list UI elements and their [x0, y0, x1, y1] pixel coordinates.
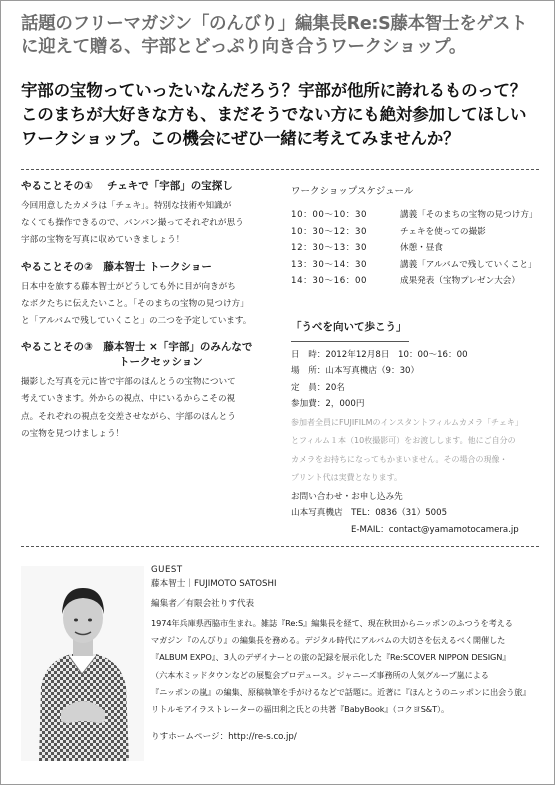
activity-body-line: 考えていきます。外からの視点、中にいるからこその視 [21, 394, 236, 405]
activity-body [21, 374, 276, 443]
activity-body-line: の宝物を見つけましょう！ [21, 428, 125, 439]
lead-line: このまちが大好きな方も、まだそうでない方にも絶対参加してほしい [21, 105, 527, 124]
header-line: に迎えて贈る、宇部とどっぷり向き合うワークショップ。 [21, 37, 467, 57]
guest-name: 藤本智士｜FUJIMOTO SATOSHI [151, 579, 277, 589]
activity-title: やることその② 藤本智士 トークショー [21, 260, 212, 273]
contact-email: E-MAIL：contact@yamamotocamera.jp [351, 524, 519, 535]
dashed-divider [21, 169, 539, 170]
guest-role: 編集者／有限会社りす代表 [151, 599, 255, 609]
event-capacity: 定 員：20名 [291, 382, 345, 393]
activity-body-line: 日本中を旅する藤本智士がどうしても外に目が向きがち [21, 281, 236, 292]
bio-line: マガジン『のんびり』の編集長を務める。デジタル時代にアルバムの大切さを伝えるべく開催した [151, 635, 506, 646]
homepage-link[interactable]: りすホームページ：http://re-s.co.jp/ [151, 732, 297, 743]
schedule-row [291, 257, 541, 274]
activity-body-line: 宇部の宝物を写真に収めていきましょう！ [21, 235, 185, 246]
info-column [291, 185, 541, 538]
schedule-time: 10：00〜10：30 [291, 210, 368, 220]
contact-label: お問い合わせ・お申し込み先 [291, 491, 403, 502]
schedule-row [291, 207, 541, 224]
schedule-title: ワークショップスケジュール [291, 186, 414, 197]
note-line: プリント代は実費となります。 [291, 473, 403, 482]
schedule-activity: 休憩・昼食 [400, 243, 443, 253]
lead-line: ワークショップ。この機会にぜひ一緒に考えてみませんか？ [21, 129, 460, 148]
schedule-row [291, 240, 541, 257]
activities-column [21, 179, 276, 453]
activity-body-line: 撮影した写真を元に皆で宇部のほんとうの宝物について [21, 377, 236, 388]
bio-line: リトルモアイラストレーターの福田利之氏との共著『BabyBook』（コクヨS&T）。 [151, 704, 450, 715]
event-date: 日 時：2012年12月8日 10：00〜16：00 [291, 349, 468, 360]
event-venue: 場 所：山本写真機店（9：30） [291, 366, 420, 376]
event-title-underline [291, 341, 409, 342]
schedule-activity: 講義「アルバムで残していくこと」 [400, 259, 537, 270]
note-line: とフィルム１本（10枚撮影可）をお渡しします。他にご自分の [291, 436, 516, 445]
bio-line: 『ニッポンの嵐』の編集、原稿執筆を手がけるなどで話題に。近著に『ほんとうのニッポンに出会う旅』 [151, 686, 531, 697]
schedule-time: 14：30〜16：00 [291, 276, 368, 286]
activity-title-line: やることその③ 藤本智士 ×「宇部」のみんなで [21, 341, 253, 354]
schedule-list [291, 207, 541, 290]
schedule-activity: 講義「そのまちの宝物の見つけ方」 [400, 210, 538, 220]
activity-body-line: なくても操作できるので、バンバン撮ってそれぞれが思う [21, 218, 244, 229]
schedule-time: 10：30〜12：30 [291, 226, 368, 237]
guest-label: GUEST [151, 565, 183, 575]
event-title: 「うべを向いて歩こう」 [291, 320, 407, 333]
bio-line: 1974年兵庫県西脇市生まれ。雑誌『Re:S』編集長を経て、現在秋田からニッポンのふつうを考える [151, 618, 513, 628]
activity-body-line: 今回用意したカメラは「チェキ」。特別な技術や知識が [21, 201, 232, 211]
activity-body-line: 点。それぞれの視点を交差させながら、宇部のほんとう [21, 411, 236, 422]
header-line: 話題のフリーマガジン「のんびり」編集長Re:S藤本智士をゲスト [21, 14, 528, 34]
header [21, 13, 536, 59]
guest-photo [21, 566, 144, 761]
activity-title-line: トークセッション [119, 356, 203, 369]
guest-info [151, 564, 546, 744]
activity-body [21, 198, 276, 250]
note-line: 参加者全員にFUJIFILMのインスタントフィルムカメラ「チェキ」 [291, 417, 523, 427]
activity-section [21, 179, 276, 250]
event-notes [291, 415, 541, 487]
guest-bio [151, 615, 546, 718]
schedule-row [291, 224, 541, 241]
activity-body-line: なボクたちに伝えたいこと。「そのまちの宝物の見つけ方」 [21, 298, 249, 309]
activity-title: やることその① チェキで「宇部」の宝探し [21, 180, 233, 192]
activity-section [21, 340, 276, 443]
event-info [291, 347, 541, 413]
activity-body-line: と「アルバムで残していくこと」の二つを予定しています。 [21, 316, 252, 327]
note-line: カメラをお持ちになってもかまいません。その場合の現像・ [291, 454, 508, 464]
contact-tel: 山本写真機店 TEL：0836（31）5005 [291, 508, 448, 518]
activity-body [21, 279, 276, 331]
bio-line: 『ALBUM EXPO』、3人のデザイナーとの旅の記録を展示化した『Re:SCOVER NIPPON DESIGN』 [151, 652, 511, 663]
person-portrait-icon [21, 566, 144, 761]
activity-section [21, 260, 276, 331]
dashed-divider [21, 546, 539, 547]
schedule-row [291, 273, 541, 290]
event-fee: 参加費：2，000円 [291, 399, 365, 409]
schedule-time: 13：30〜14：30 [291, 259, 368, 270]
schedule-activity: チェキを使っての撮影 [400, 226, 486, 237]
bio-line: （六本木ミッドタウンなどの展覧会プロデュース。ジャニーズ事務所の人気グループ嵐による [151, 669, 489, 680]
schedule-activity: 成果発表（宝物プレゼン大会） [400, 276, 520, 286]
lead-line: 宇部の宝物っていったいなんだろう？宇部が他所に誇れるものって？ [21, 81, 527, 100]
schedule-time: 12：30〜13：30 [291, 243, 368, 253]
lead-text [21, 79, 541, 151]
activity-title [21, 340, 276, 370]
